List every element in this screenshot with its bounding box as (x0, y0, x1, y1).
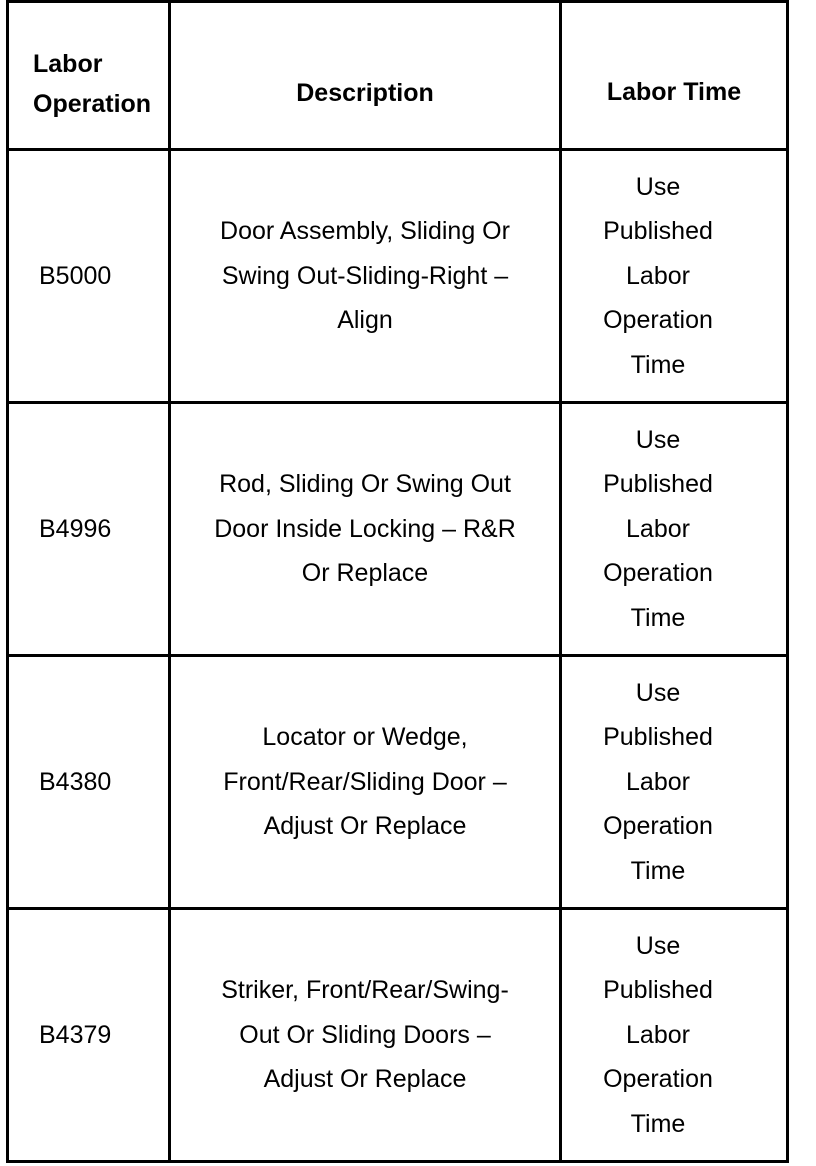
table-header-row (8, 2, 788, 150)
operation-description: Rod, Sliding Or Swing Out Door Inside Locking – R&R Or Replace (214, 470, 516, 588)
labor-time-cell (561, 909, 788, 1162)
description-cell (170, 403, 561, 656)
operation-code: B4996 (39, 514, 112, 543)
description-cell (170, 909, 561, 1162)
labor-time-cell (561, 403, 788, 656)
operation-description: Door Assembly, Sliding Or Swing Out-Sliding-Right – Align (220, 217, 510, 335)
header-labor-operation (8, 2, 170, 150)
header-description-label: Description (296, 79, 434, 107)
operation-cell (8, 656, 170, 909)
description-cell (170, 150, 561, 403)
table-row (8, 909, 788, 1162)
operation-cell (8, 403, 170, 656)
operation-description: Locator or Wedge, Front/Rear/Sliding Door – Adjust Or Replace (223, 723, 507, 841)
header-description (170, 2, 561, 150)
labor-time-value: Use Published Labor Operation Time (603, 931, 713, 1138)
table-row (8, 656, 788, 909)
operation-code: B4380 (39, 767, 112, 796)
labor-time-value: Use Published Labor Operation Time (603, 425, 713, 632)
header-labor-time-label: Labor Time (606, 77, 742, 106)
operation-cell (8, 150, 170, 403)
operation-code: B5000 (39, 261, 112, 290)
labor-operations-table (6, 0, 789, 1163)
operation-cell (8, 909, 170, 1162)
labor-time-cell (561, 150, 788, 403)
operation-code: B4379 (39, 1020, 112, 1049)
operation-description: Striker, Front/Rear/Swing-Out Or Sliding Doors – Adjust Or Replace (221, 976, 509, 1094)
table-row (8, 150, 788, 403)
labor-time-value: Use Published Labor Operation Time (603, 172, 713, 379)
header-labor-time (561, 2, 788, 150)
table-row (8, 403, 788, 656)
header-labor-operation-label: Labor Operation (33, 50, 152, 118)
labor-time-cell (561, 656, 788, 909)
description-cell (170, 656, 561, 909)
labor-time-value: Use Published Labor Operation Time (603, 678, 713, 885)
